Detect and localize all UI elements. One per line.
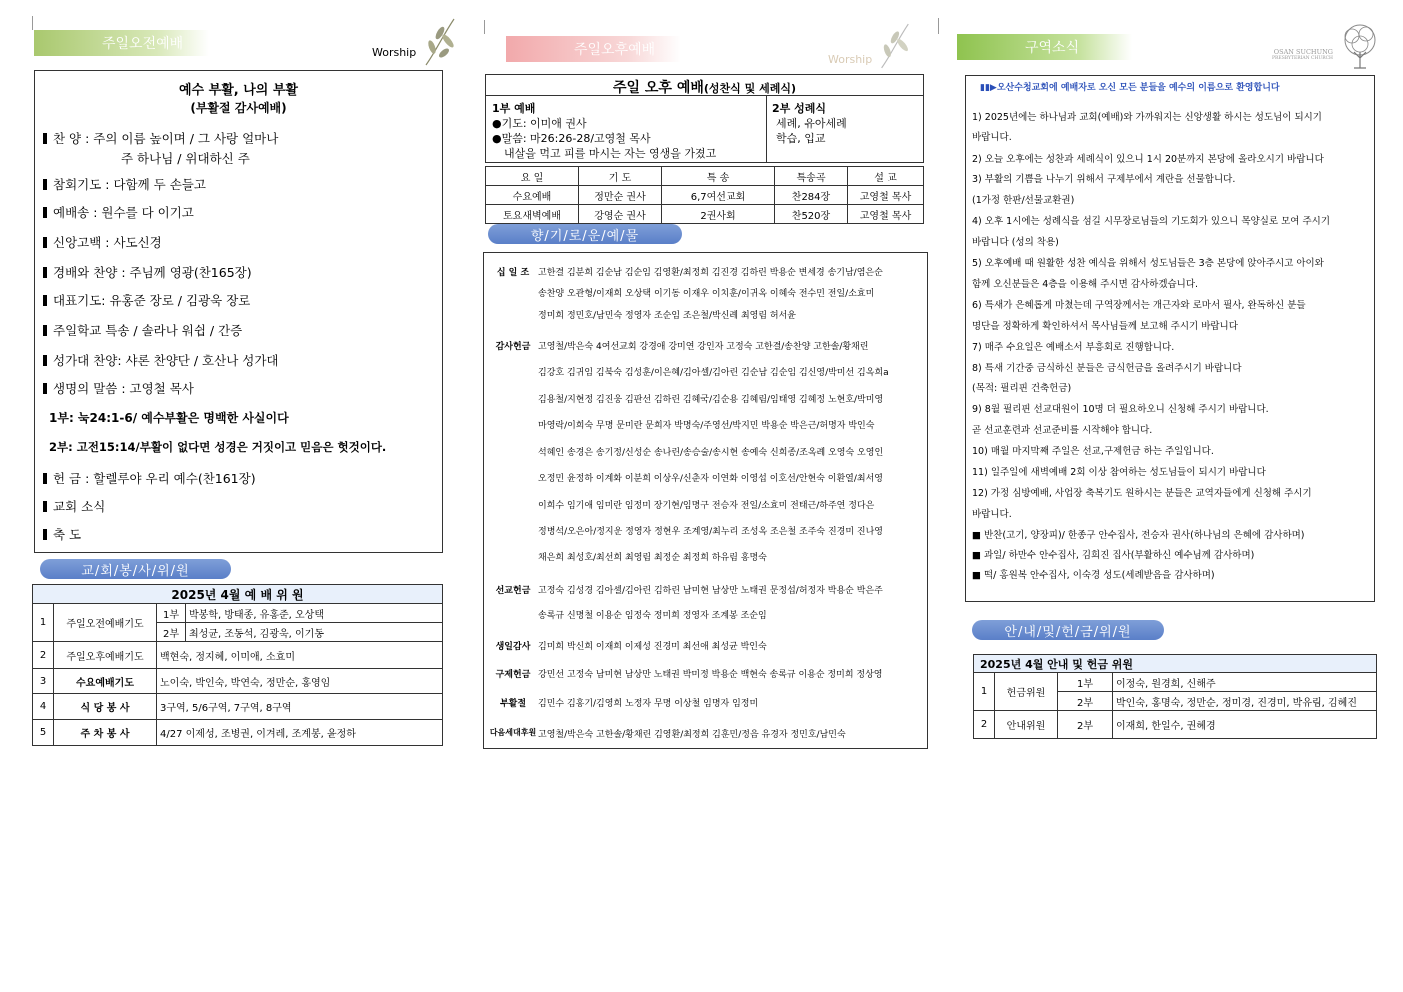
notice-line: 바랍니다. bbox=[972, 132, 1012, 143]
notice-line: 함께 오신분들은 4층을 이용해 주시면 감사하겠습니다. bbox=[972, 279, 1199, 290]
april-worship-committee-table bbox=[32, 584, 443, 746]
banner-title: 주일오전예배 bbox=[102, 36, 184, 52]
notice-line: 바랍니다 (성의 착용) bbox=[972, 237, 1059, 248]
order-item: 주일학교 특송 / 솔라나 워쉽 / 간증 bbox=[43, 321, 242, 339]
morning-worship-banner bbox=[34, 28, 209, 58]
offering-row: 감사헌금 고영철/박은숙 4여선교회 강경애 강미연 강인자 고정숙 고한결/송찬양 고한솔/황채린 bbox=[495, 342, 869, 352]
offering-row: 이희수 임기애 임미란 임정미 장기현/임명구 전승자 전일/소효미 전태근/하주연 정다은 bbox=[538, 501, 875, 511]
notice-line: 10) 매월 마지막째 주일은 선교,구제헌금 하는 주일입니다. bbox=[972, 446, 1214, 457]
table-row: 토요새벽예배 강영순 권사 2권사회 찬520장 고영철 목사 bbox=[486, 205, 924, 224]
order-item: 생명의 말씀 : 고영철 목사 bbox=[43, 379, 194, 397]
table-row: 1 헌금위원 1부 이정숙, 원경희, 신해주 bbox=[974, 673, 1377, 692]
notice-line: (1가정 한판/선물교환권) bbox=[972, 195, 1075, 206]
sermon-title: 예수 부활, 나의 부활 bbox=[179, 83, 298, 98]
part1-title: 1부 예배 bbox=[492, 102, 536, 115]
offering-row: 송록규 신명철 이용순 임정숙 정미희 정영자 조계봉 조순임 bbox=[538, 611, 767, 621]
offering-row: 부활절 김민수 김홍기/김영희 노정자 무명 이상철 임명자 임정미 bbox=[499, 699, 759, 709]
offering-row: 십 일 조 고한결 김분희 김순남 김순임 김영환/최정희 김진경 김하린 박용순 변세경 송기남/염은순 bbox=[496, 268, 883, 278]
worship-brand: Worship bbox=[828, 52, 873, 66]
welcome-message: ▮▮▶오산수청교회에 예배자로 오신 모든 분들을 예수의 이름으로 환영합니다 bbox=[980, 83, 1280, 93]
notice-line: 바랍니다. bbox=[972, 509, 1012, 520]
order-item: 축 도 bbox=[43, 525, 81, 543]
notice-line: 곧 선교훈련과 선교준비를 시작해야 합니다. bbox=[972, 425, 1153, 436]
order-item: 예배송 : 원수를 다 이기고 bbox=[43, 203, 194, 221]
order-item: 신앙고백 : 사도신경 bbox=[43, 233, 162, 251]
table-row: 2부 박인숙, 홍명숙, 정만순, 정미경, 진경미, 박유림, 김혜진 bbox=[974, 692, 1377, 711]
district-news-banner bbox=[957, 32, 1132, 62]
table-row: 2 주일오후예배기도 백현숙, 정지혜, 이미애, 소효미 bbox=[33, 642, 443, 669]
tree-icon bbox=[1336, 22, 1384, 72]
offering-row: 정미희 정민호/남민숙 정영자 조순임 조은철/박신례 최영림 허서윤 bbox=[538, 311, 796, 321]
offering-row: 정병석/오은아/정지운 정영자 정현우 조계영/최누리 조성옥 조은철 조주숙 진경미 진나영 bbox=[538, 527, 883, 537]
banner-title: 구역소식 bbox=[1025, 40, 1080, 56]
notice-line: 명단을 정확하게 확인하셔서 목사님들께 보고해 주시기 바랍니다 bbox=[972, 321, 1238, 332]
offering-row: 김용철/지현정 김진웅 김판선 김하린 김혜국/김순용 김혜림/임태영 김혜정 노현호/박미영 bbox=[538, 395, 884, 405]
offerings-box bbox=[483, 252, 928, 749]
guide-offering-committee-pill: 안/내/및/헌/금/위/원 bbox=[972, 620, 1164, 640]
afternoon-title: 주일 오후 예배(성찬식 및 세례식) bbox=[486, 77, 923, 96]
olive-branch-icon bbox=[418, 15, 460, 67]
notice-line: 2) 오늘 오후에는 성찬과 세례식이 있으니 1시 20분까지 본당에 올라오시기 바랍니다 bbox=[972, 154, 1324, 165]
banner-title: 주일오후예배 bbox=[574, 42, 656, 58]
thanks-line: ■ 떡/ 홍원복 안수집사, 이숙경 성도(세례받음을 감사하며) bbox=[972, 570, 1215, 581]
table-row: 1 주일오전예배기도 1부 박봉학, 방태종, 유홍준, 오상택 bbox=[33, 604, 443, 623]
sermon-subtitle: (부활절 감사예배) bbox=[190, 101, 287, 115]
offering-row: 김강호 김귀임 김북숙 김성훈/이은혜/김아셀/김아린 김순남 김순임 김신영/박미선 김옥희a bbox=[538, 368, 889, 378]
part2-line: 세례, 유아세례 bbox=[776, 117, 847, 130]
notice-line: 3) 부활의 기쁨을 나누기 위해서 구제부에서 계란을 선물합니다. bbox=[972, 174, 1236, 185]
afternoon-service-box bbox=[485, 74, 924, 163]
notice-line: 9) 8월 필리핀 선교대원이 10명 더 필요하오니 신청해 주시기 바랍니다. bbox=[972, 404, 1269, 415]
notice-line: (목적: 필리핀 건축헌금) bbox=[972, 383, 1072, 394]
table-row: 2부 최성균, 조동석, 김광욱, 이기동 bbox=[33, 623, 443, 642]
table-row: 수요예배 정만순 권사 6,7여선교회 찬284장 고영철 목사 bbox=[486, 186, 924, 205]
order-item: 대표기도: 유홍준 장로 / 김광욱 장로 bbox=[43, 291, 250, 309]
table-title: 2025년 4월 예 배 위 원 bbox=[33, 585, 443, 604]
order-item: 경배와 찬양 : 주님께 영광(찬165장) bbox=[43, 263, 252, 281]
part1-line: ●기도: 이미애 권사 bbox=[492, 117, 587, 130]
table-row: 4 식 당 봉 사 3구역, 5/6구역, 7구역, 8구역 bbox=[33, 694, 443, 720]
thanks-line: ■ 반찬(고기, 양장피)/ 한종구 안수집사, 전승자 권사(하나님의 은혜에 감사하며) bbox=[972, 530, 1305, 541]
order-item: 찬 양 : 주의 이름 높이며 / 그 사랑 얼마나 bbox=[43, 129, 278, 147]
church-brand: OSAN SUCHUNG PRESBYTERIAN CHURCH bbox=[1272, 48, 1333, 61]
offering-row: 다음세대후원 고영철/박은숙 고한솔/황채린 김영환/최정희 김훈민/정음 유경자 정민호/남민숙 bbox=[489, 728, 846, 740]
table-header: 요 일 기 도 특 송 특송곡 설 교 bbox=[486, 167, 924, 186]
order-item: 헌 금 : 할렐루야 우리 예수(찬161장) bbox=[43, 469, 256, 487]
notice-line: 11) 일주일에 새벽예배 2회 이상 참여하는 성도님들이 되시기 바랍니다 bbox=[972, 467, 1266, 478]
table-title: 2025년 4월 안내 및 헌금 위원 bbox=[974, 655, 1377, 673]
thanks-line: ■ 과일/ 하만수 안수집사, 김희진 집사(부활하신 예수님께 감사하며) bbox=[972, 550, 1255, 561]
offering-row: 생일감사 김미희 박신희 이재희 이제성 진경미 최선애 최성균 박인숙 bbox=[495, 642, 767, 652]
notice-line: 12) 가정 심방예배, 사업장 축복기도 원하시는 분들은 교역자들에게 신청해 주시기 bbox=[972, 488, 1312, 499]
worship-brand: Worship bbox=[372, 45, 417, 59]
offering-row: 오정민 윤정하 이계화 이분희 이상우/신춘자 이연화 이영섭 이호선/안현숙 이환열/최서영 bbox=[538, 474, 883, 484]
morning-order-box bbox=[34, 70, 443, 553]
part1-line: ●말씀: 마26:26-28/고영철 목사 bbox=[492, 132, 651, 145]
afternoon-worship-banner bbox=[506, 34, 681, 64]
table-row: 3 수요예배기도 노이숙, 박인숙, 박연숙, 정만순, 홍영임 bbox=[33, 669, 443, 694]
april-guide-offering-table bbox=[973, 654, 1377, 739]
offering-row: 채은희 최성호/최선희 최영림 최정순 최정희 하유림 홍명숙 bbox=[538, 553, 767, 563]
notice-line: 7) 매주 수요일은 예배소서 부흥회로 진행합니다. bbox=[972, 342, 1175, 353]
offering-row: 송찬양 오관형/이재희 오상택 이기동 이재우 이치훈/이귀옥 이혜숙 전수민 전일/소효미 bbox=[538, 289, 875, 299]
olive-branch-icon bbox=[874, 20, 914, 70]
offerings-pill: 향/기/로/운/예/물 bbox=[488, 224, 682, 244]
sermon-part1: 1부: 눅24:1-6/ 예수부활은 명백한 사실이다 bbox=[49, 411, 289, 425]
offering-row: 선교헌금 고정숙 김성경 김아셀/김아린 김하린 남미현 남상만 노태권 문정섭/허정자 박용순 박은주 bbox=[495, 586, 883, 596]
notice-line: 4) 오후 1시에는 성례식을 섬길 시무장로님들의 기도회가 있으니 목양실로 모여 주시기 bbox=[972, 216, 1331, 227]
sermon-part2: 2부: 고전15:14/부활이 없다면 성경은 거짓이고 믿음은 헛것이다. bbox=[49, 440, 387, 454]
offering-row: 마영락/이희숙 무명 문미란 문희자 박명숙/주영선/박지민 박용순 박은근/허명자 박인숙 bbox=[538, 421, 875, 431]
district-notices-box bbox=[965, 75, 1375, 602]
notice-line: 1) 2025년에는 하나님과 교회(예배)와 가까워지는 신앙생활 하시는 성도님이 되시기 bbox=[972, 112, 1322, 123]
notice-line: 5) 오후예배 때 원활한 성찬 예식을 위해서 성도님들은 3층 본당에 앉아주시고 아이와 bbox=[972, 258, 1324, 269]
notice-line: 8) 특새 기간중 금식하신 분들은 금식헌금을 올려주시기 바랍니다 bbox=[972, 363, 1242, 374]
part2-title: 2부 성례식 bbox=[772, 102, 826, 115]
offering-row: 석혜인 송경은 송기정/신성순 송나린/송승술/송시현 송예숙 신희종/조옥례 오영숙 오영인 bbox=[538, 448, 884, 458]
table-row: 2 안내위원 2부 이재희, 한일수, 권혜경 bbox=[974, 711, 1377, 739]
order-item: 교회 소식 bbox=[43, 497, 105, 515]
table-row: 5 주 차 봉 사 4/27 이제성, 조병권, 이겨레, 조계봉, 윤정하 bbox=[33, 720, 443, 746]
notice-line: 6) 특새가 은혜롭게 마쳤는데 구역장께서는 개근자와 로마서 필사, 완독하신 분들 bbox=[972, 300, 1306, 311]
service-committee-pill: 교/회/봉/사/위/원 bbox=[40, 559, 231, 579]
part1-line: 내살을 먹고 피를 마시는 자는 영생을 가졌고 bbox=[504, 147, 717, 160]
order-item: 주 하나님 / 위대하신 주 bbox=[121, 151, 250, 166]
order-item: 참회기도 : 다함께 두 손들고 bbox=[43, 175, 206, 193]
weekday-schedule-table bbox=[485, 166, 924, 224]
offering-row: 구제헌금 강민선 고정숙 남미현 남상만 노태권 박미정 박용순 백현숙 송록규 이용순 정미희 정상영 bbox=[495, 670, 883, 680]
part2-line: 학습, 입교 bbox=[776, 132, 826, 145]
order-item: 성가대 찬양: 샤론 찬양단 / 호산나 성가대 bbox=[43, 351, 278, 369]
